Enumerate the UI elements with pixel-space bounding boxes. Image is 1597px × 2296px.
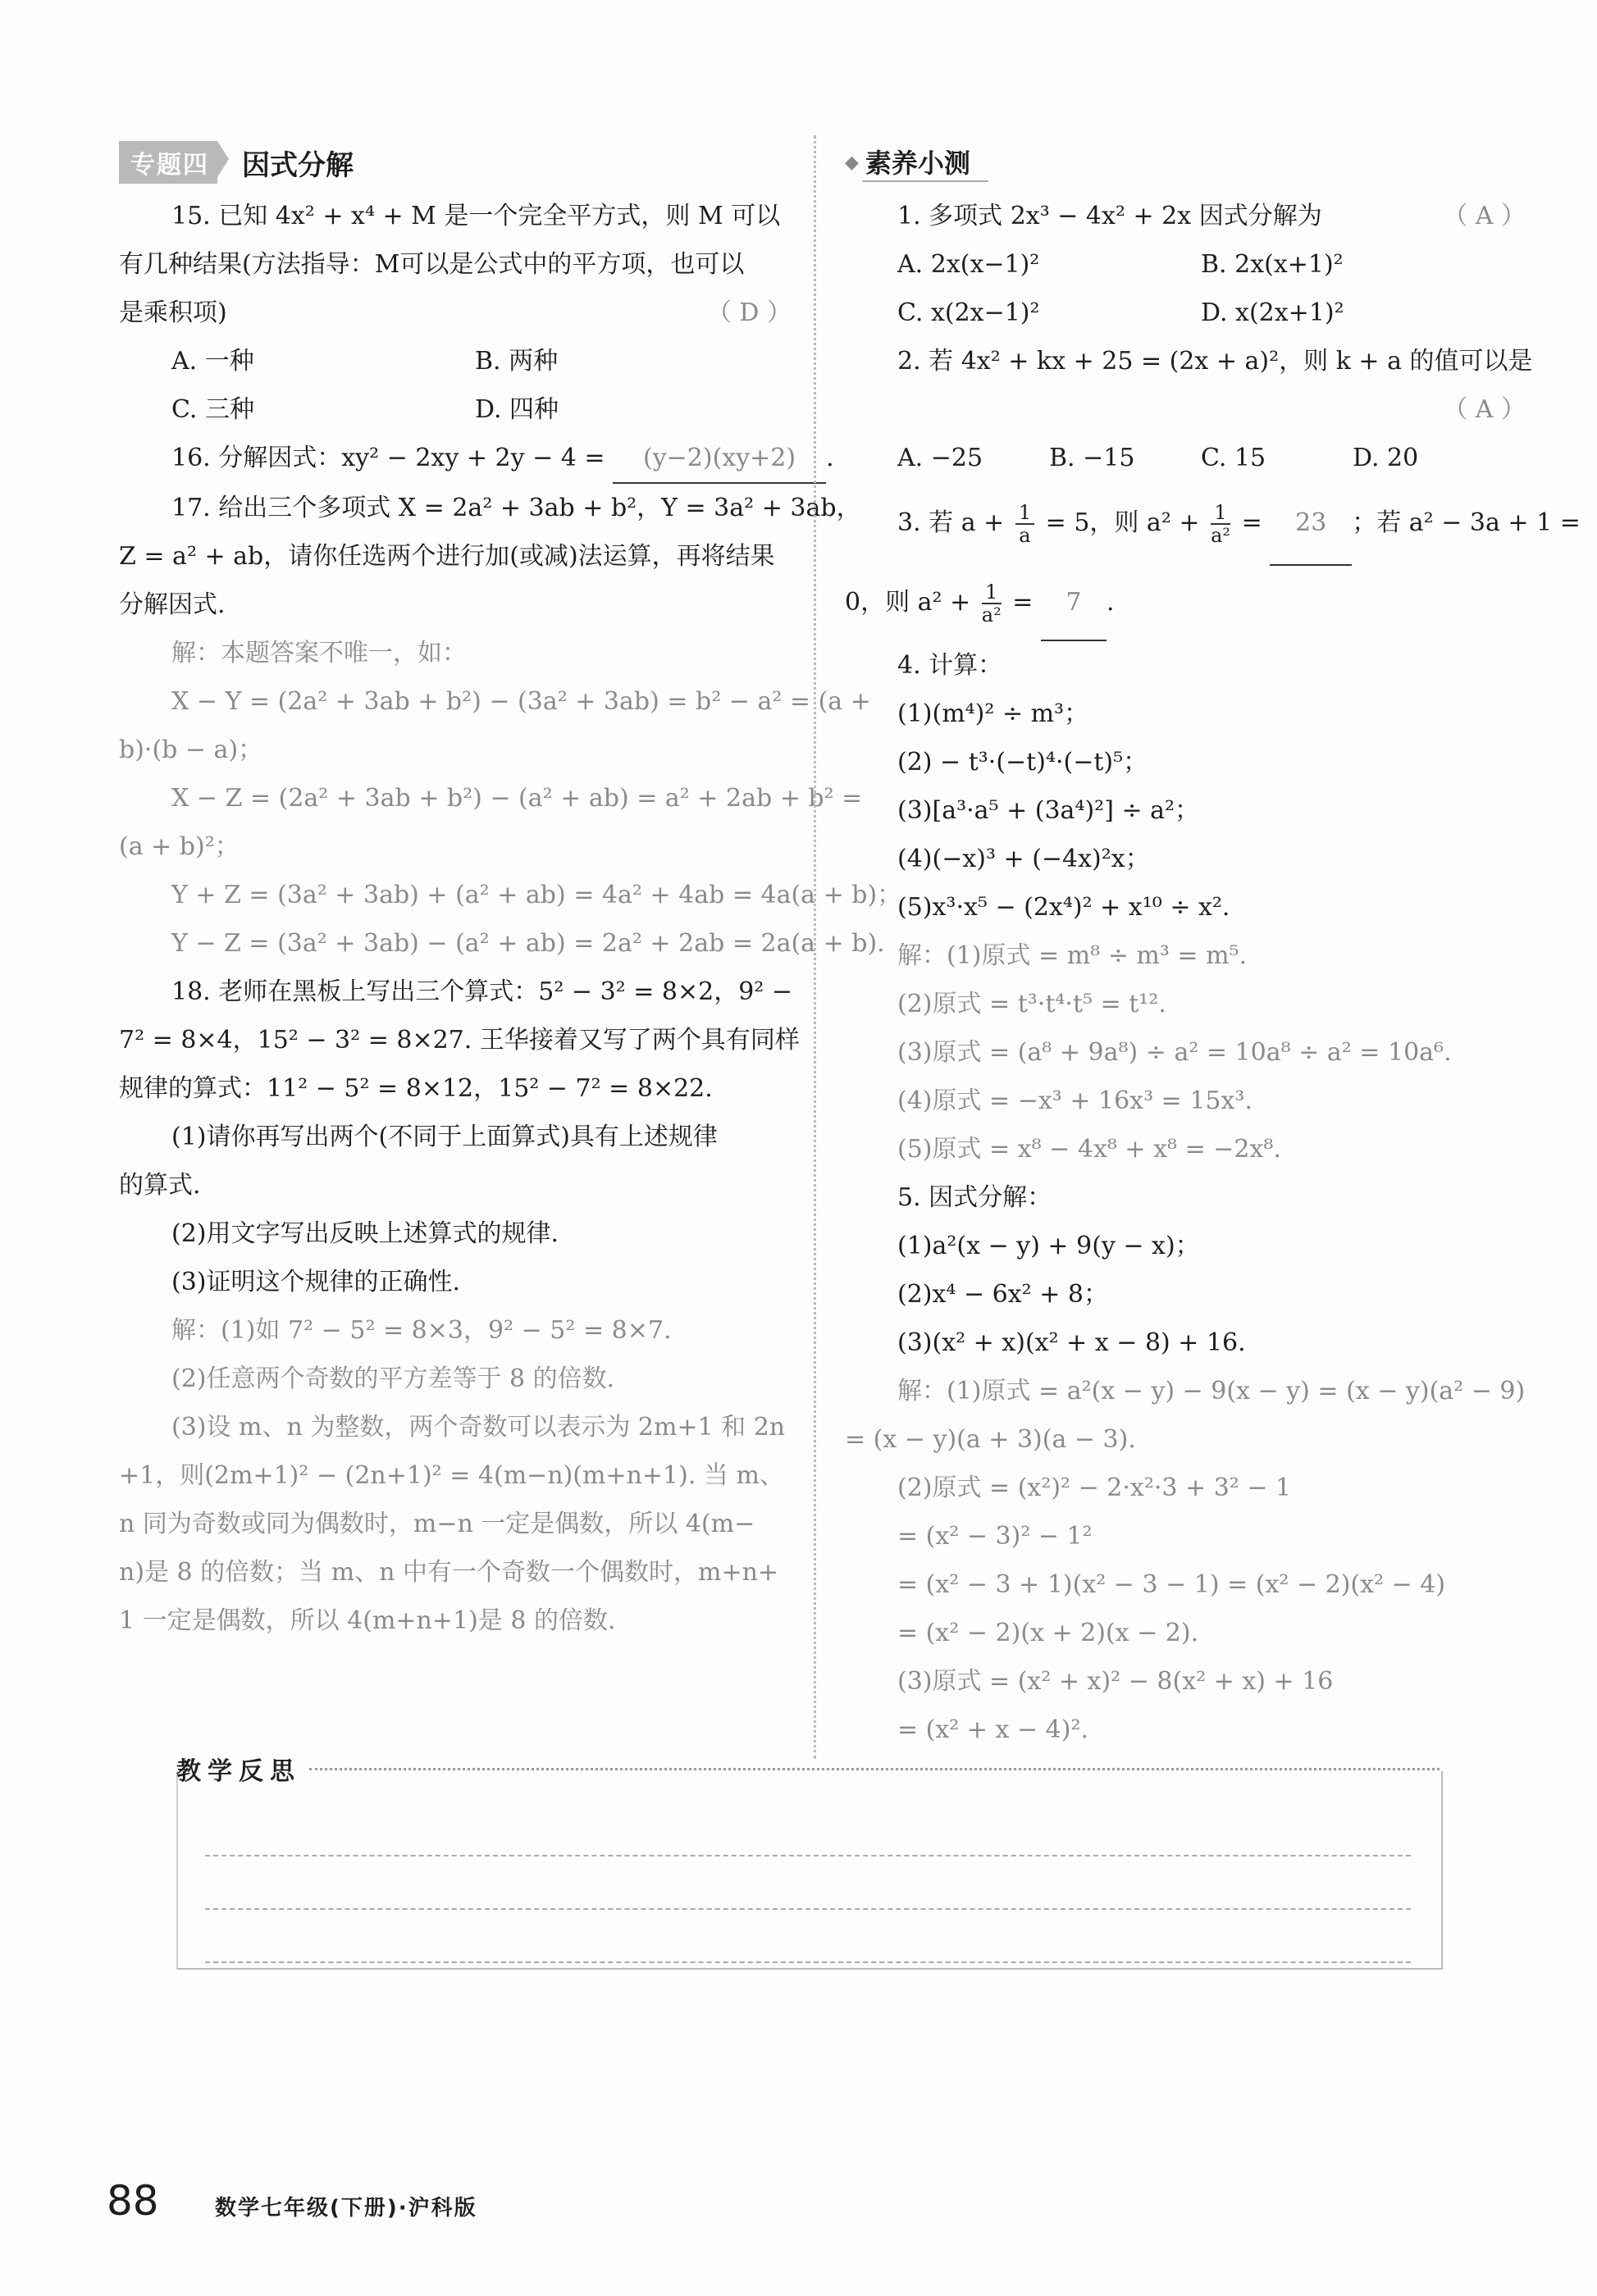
fraction: $\frac{1}{\text{a²}}$: [1211, 501, 1231, 547]
q15-choices: [119, 337, 792, 434]
reflection-header: [176, 1751, 1440, 1787]
question-2: [845, 337, 1533, 482]
q2-choices: [845, 434, 1526, 482]
reflection-writing-line[interactable]: [205, 1855, 1411, 1856]
q15-line-2: 有几种结果(方法指导：M可以是公式中的平方项，也可以: [119, 250, 745, 279]
q4-solution-line: (3)原式 = (a⁸ + 9a⁸) ÷ a² = 10a⁸ ÷ a² = 10a⁶.: [897, 1038, 1452, 1067]
q18-solution-line: (3)设 m、n 为整数，两个奇数可以表示为 2m+1 和 2n: [171, 1413, 786, 1442]
q17-line: Z = a² + ab，请你任选两个进行加(或减)法运算，再将结果: [119, 542, 775, 571]
q18-line: (2)用文字写出反映上述算式的规律.: [171, 1219, 559, 1248]
q17-line: 分解因式.: [119, 590, 226, 619]
q4-solution-line: (5)原式 = x⁸ − 4x⁸ + x⁸ = −2x⁸.: [897, 1135, 1281, 1164]
q17-solution-line: b)·(b − a)；: [119, 736, 263, 764]
q3-pre: 3. 若 a +: [897, 508, 1005, 537]
q18-solution-line: (2)任意两个奇数的平方差等于 8 的倍数.: [171, 1364, 615, 1393]
q5-solution-line: = (x² + x − 4)².: [897, 1715, 1089, 1744]
q3-pre2: 0，则 a² +: [845, 588, 971, 617]
q5-solution-line: = (x − y)(a + 3)(a − 3).: [845, 1425, 1136, 1454]
q5-line: (3)(x² + x)(x² + x − 8) + 16.: [897, 1328, 1246, 1357]
q4-line: 4. 计算：: [897, 651, 1003, 680]
q4-solution-line: (4)原式 = −x³ + 16x³ = 15x³.: [897, 1086, 1253, 1115]
choice-b: B. 两种: [475, 347, 559, 376]
q17-line: 17. 给出三个多项式 X = 2a² + 3ab + b²，Y = 3a² + 3ab，: [171, 494, 861, 522]
section-title: 因式分解: [242, 148, 354, 182]
fraction: $\frac{1}{\text{a²}}$: [981, 581, 1002, 626]
q18-solution-line: n)是 8 的倍数；当 m、n 中有一个奇数一个偶数时，m+n+: [119, 1558, 779, 1587]
q4-line: (4)(−x)³ + (−4x)²x；: [897, 845, 1150, 873]
question-16: [119, 434, 834, 484]
reflection-title: 教学反思: [176, 1757, 301, 1786]
q3-post2: .: [1106, 588, 1115, 617]
q15-line-3: 是乘积项): [119, 298, 227, 327]
left-column: [119, 139, 902, 1645]
q1-answer: （ A ）: [1443, 202, 1526, 230]
question-17: [119, 484, 902, 968]
q18-line: 18. 老师在黑板上写出三个算式：5² − 3² = 8×2，9² −: [171, 977, 792, 1006]
q18-solution-line: n 同为奇数或同为偶数时，m−n 一定是偶数，所以 4(m−: [119, 1510, 755, 1538]
choice-d: D. x(2x+1)²: [1201, 298, 1344, 327]
q4-solution-line: (2)原式 = t³·t⁴·t⁵ = t¹².: [897, 990, 1166, 1018]
question-18: [119, 968, 800, 1645]
q3-eq: =: [1241, 508, 1262, 537]
right-column: [845, 139, 1581, 1754]
choice-a: A. −25: [897, 444, 983, 472]
choice-c: C. x(2x−1)²: [897, 298, 1040, 327]
q3-eq2: =: [1012, 588, 1033, 617]
q3-post: ；若 a² − 3a + 1 =: [1352, 508, 1581, 537]
diamond-icon: ◆: [845, 152, 859, 173]
q1-choices: [845, 240, 1526, 337]
q3-answer-2: 7: [1041, 566, 1106, 641]
q17-solution-line: X − Y = (2a² + 3ab + b²) − (3a² + 3ab) = b² − a² = (a +: [171, 687, 871, 716]
choice-d: D. 四种: [475, 395, 559, 424]
q18-solution-line: 1 一定是偶数，所以 4(m+n+1)是 8 的倍数.: [119, 1606, 616, 1635]
fraction: $\frac{1}{a}$: [1015, 502, 1034, 546]
q4-line: (2) − t³·(−t)⁴·(−t)⁵；: [897, 748, 1148, 777]
q5-line: (2)x⁴ − 6x² + 8；: [897, 1280, 1108, 1309]
choice-d: D. 20: [1353, 444, 1419, 472]
question-3: [845, 482, 1581, 641]
q5-line: (1)a²(x − y) + 9(y − x)；: [897, 1232, 1200, 1260]
q18-line: 7² = 8×4，15² − 3² = 8×27. 王华接着又写了两个具有同样: [119, 1026, 800, 1055]
q3-answer-1: 23: [1270, 482, 1352, 566]
q18-line: (3)证明这个规律的正确性.: [171, 1268, 461, 1296]
q5-solution-line: (3)原式 = (x² + x)² − 8(x² + x) + 16: [897, 1667, 1334, 1696]
q15-line-1: 15. 已知 4x² + x⁴ + M 是一个完全平方式，则 M 可以: [171, 202, 781, 230]
choice-b: B. −15: [1049, 444, 1135, 472]
choice-c: C. 三种: [171, 395, 254, 424]
q16-answer: (y−2)(xy+2): [613, 434, 826, 484]
book-title: 数学七年级(下册)·沪科版: [215, 2196, 477, 2221]
q5-solution-line: (2)原式 = (x²)² − 2·x²·3 + 3² − 1: [897, 1474, 1292, 1502]
q18-line: 规律的算式：11² − 5² = 8×12，15² − 7² = 8×22.: [119, 1074, 713, 1103]
section-header: [119, 139, 792, 185]
q18-line: 的算式.: [119, 1171, 201, 1200]
section-tag: 专题四: [119, 141, 217, 184]
question-5: [845, 1173, 1526, 1754]
q17-solution-line: (a + b)²；: [119, 832, 240, 861]
choice-b: B. 2x(x+1)²: [1201, 250, 1344, 279]
q4-line: (3)[a³·a⁵ + (3a⁴)²] ÷ a²；: [897, 796, 1200, 825]
q4-solution-line: 解：(1)原式 = m⁸ ÷ m³ = m⁵.: [897, 941, 1248, 970]
column-divider: [814, 135, 816, 1759]
q4-line: (5)x³·x⁵ − (2x⁴)² + x¹⁰ ÷ x².: [897, 893, 1230, 922]
q5-line: 5. 因式分解：: [897, 1183, 1052, 1212]
q5-solution-line: = (x² − 3 + 1)(x² − 3 − 1) = (x² − 2)(x² − 4): [897, 1570, 1446, 1599]
choice-c: C. 15: [1201, 444, 1266, 472]
q16-text: 16. 分解因式：xy² − 2xy + 2y − 4 =: [171, 444, 605, 472]
q16-end: .: [826, 444, 834, 472]
q3-mid: = 5，则 a² +: [1045, 508, 1200, 537]
q17-solution-line: Y + Z = (3a² + 3ab) + (a² + ab) = 4a² + 4ab = 4a(a + b)；: [171, 881, 902, 909]
q18-solution-line: +1，则(2m+1)² − (2n+1)² = 4(m−n)(m+n+1). 当 m、: [119, 1461, 784, 1490]
q17-solution-line: X − Z = (2a² + 3ab + b²) − (a² + ab) = a² + 2ab + b² =: [171, 784, 863, 813]
q17-solution-line: 解：本题答案不唯一，如：: [171, 639, 467, 667]
q2-answer: （ A ）: [1443, 395, 1526, 424]
q18-line: (1)请你再写出两个(不同于上面算式)具有上述规律: [171, 1123, 718, 1151]
q4-line: (1)(m⁴)² ÷ m³；: [897, 699, 1089, 728]
q15-answer: （ D ）: [706, 298, 792, 327]
choice-a: A. 2x(x−1)²: [897, 250, 1040, 279]
question-1: [845, 192, 1526, 337]
q18-solution-line: 解：(1)如 7² − 5² = 8×3，9² − 5² = 8×7.: [171, 1316, 672, 1345]
choice-a: A. 一种: [171, 347, 254, 376]
q2-text: 2. 若 4x² + kx + 25 = (2x + a)²，则 k + a 的值可以是: [897, 347, 1533, 376]
q5-solution-line: = (x² − 2)(x + 2)(x − 2).: [897, 1619, 1199, 1647]
reflection-box: [176, 1771, 1443, 1970]
question-4: [845, 641, 1526, 1173]
subsection-header: [845, 139, 1526, 185]
q17-solution-line: Y − Z = (3a² + 3ab) − (a² + ab) = 2a² + 2ab = 2a(a + b).: [171, 929, 885, 958]
subsection-title: 素养小测: [862, 143, 988, 182]
q5-solution-line: 解：(1)原式 = a²(x − y) − 9(x − y) = (x − y)(a² − 9): [897, 1377, 1526, 1405]
q5-solution-line: = (x² − 3)² − 1²: [897, 1522, 1093, 1551]
page-number: 88: [107, 2177, 159, 2225]
reflection-writing-line[interactable]: [205, 1961, 1411, 1963]
question-15: [119, 192, 792, 434]
reflection-writing-line[interactable]: [205, 1908, 1411, 1910]
q1-text: 1. 多项式 2x³ − 4x² + 2x 因式分解为: [897, 202, 1322, 230]
